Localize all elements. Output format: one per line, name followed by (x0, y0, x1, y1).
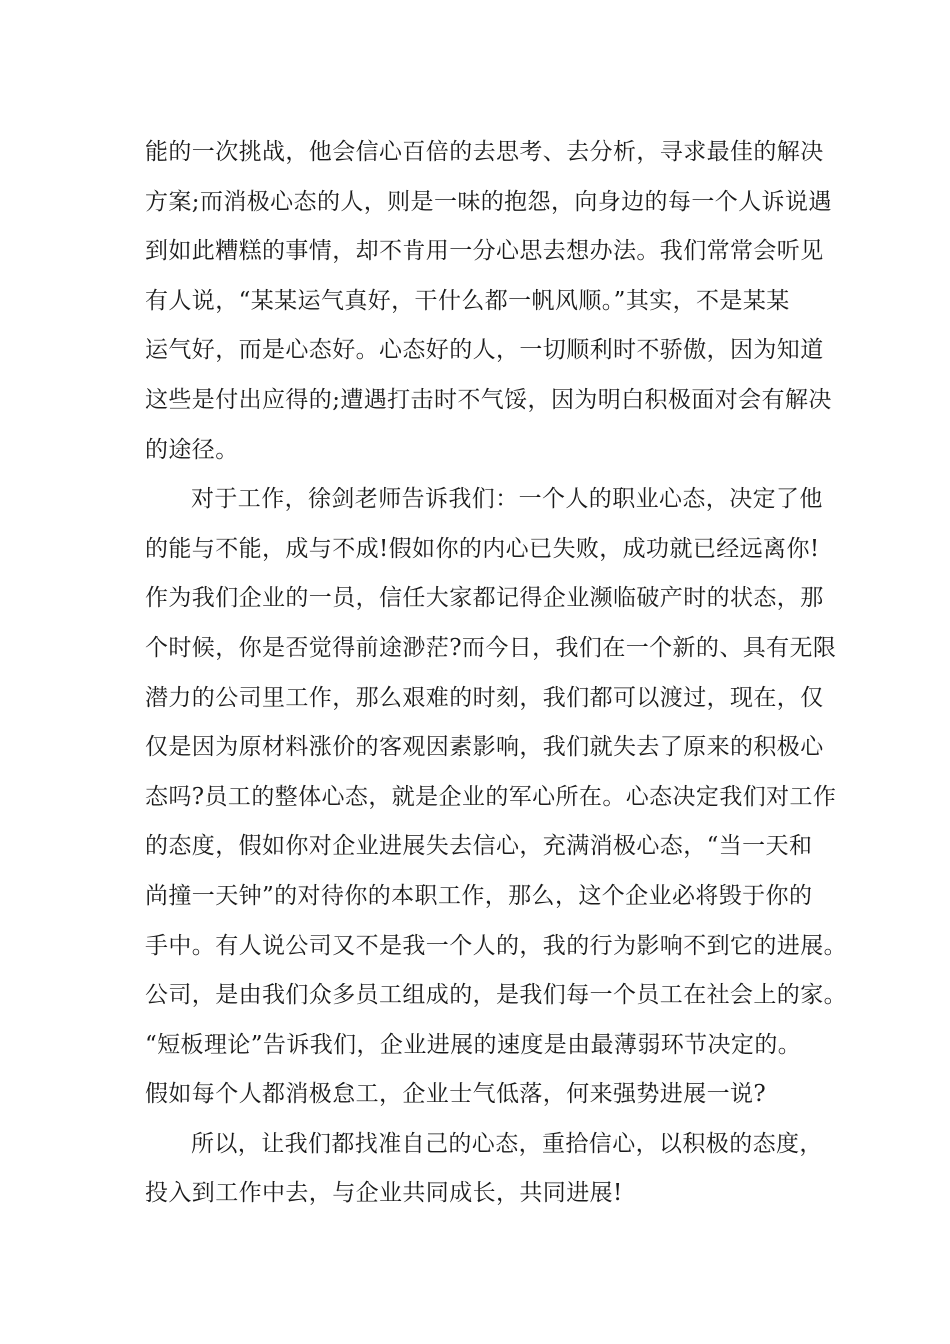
text-line: 到如此糟糕的事情，却不肯用一分心思去想办法。我们常常会听见 (145, 238, 824, 265)
text-line: 公司，是由我们众多员工组成的，是我们每一个员工在社会上的家。 (145, 982, 847, 1009)
text-line: 的态度，假如你对企业进展失去信心，充满消极心态，“当一天和 (145, 833, 813, 860)
text-line: 态吗?员工的整体心态，就是企业的军心所在。心态决定我们对工作 (145, 783, 837, 810)
text-line: 尚撞一天钟”的对待你的本职工作，那么，这个企业必将毁于你的 (145, 882, 813, 909)
text-line: 有人说，“某某运气真好，干什么都一帆风顺。”其实，不是某某 (145, 287, 790, 314)
text-line: 手中。有人说公司又不是我一个人的，我的行为影响不到它的进展。 (145, 932, 847, 959)
text-line: 方案;而消极心态的人，则是一味的抱怨，向身边的每一个人诉说遇 (145, 188, 832, 215)
text-line: 的途径。 (145, 436, 239, 463)
text-line: 作为我们企业的一员，信任大家都记得企业濒临破产时的状态，那 (145, 585, 824, 612)
text-line: 能的一次挑战，他会信心百倍的去思考、去分析，寻求最佳的解决 (145, 139, 824, 165)
text-line: 仅是因为原材料涨价的客观因素影响，我们就失去了原来的积极心 (145, 734, 824, 761)
paragraph-start-line: 对于工作，徐剑老师告诉我们：一个人的职业心态，决定了他 (191, 486, 823, 513)
text-line: 投入到工作中去，与企业共同成长，共同进展! (145, 1180, 623, 1207)
text-line: 的能与不能，成与不成!假如你的内心已失败，成功就已经远离你! (145, 535, 820, 562)
text-line: “短板理论”告诉我们，企业进展的速度是由最薄弱环节决定的。 (145, 1031, 802, 1058)
document-body (145, 128, 847, 1219)
text-line: 运气好，而是心态好。心态好的人，一切顺利时不骄傲，因为知道 (145, 337, 824, 364)
text-line: 个时候，你是否觉得前途渺茫?而今日，我们在一个新的、具有无限 (145, 634, 837, 661)
text-line: 潜力的公司里工作，那么艰难的时刻，我们都可以渡过，现在，仅 (145, 684, 824, 711)
paragraph-start-line: 所以，让我们都找准自己的心态，重拾信心，以积极的态度， (191, 1130, 823, 1157)
text-line: 这些是付出应得的;遭遇打击时不气馁，因为明白积极面对会有解决 (145, 386, 832, 413)
text-line: 假如每个人都消极怠工，企业士气低落，何来强势进展一说? (145, 1081, 767, 1108)
